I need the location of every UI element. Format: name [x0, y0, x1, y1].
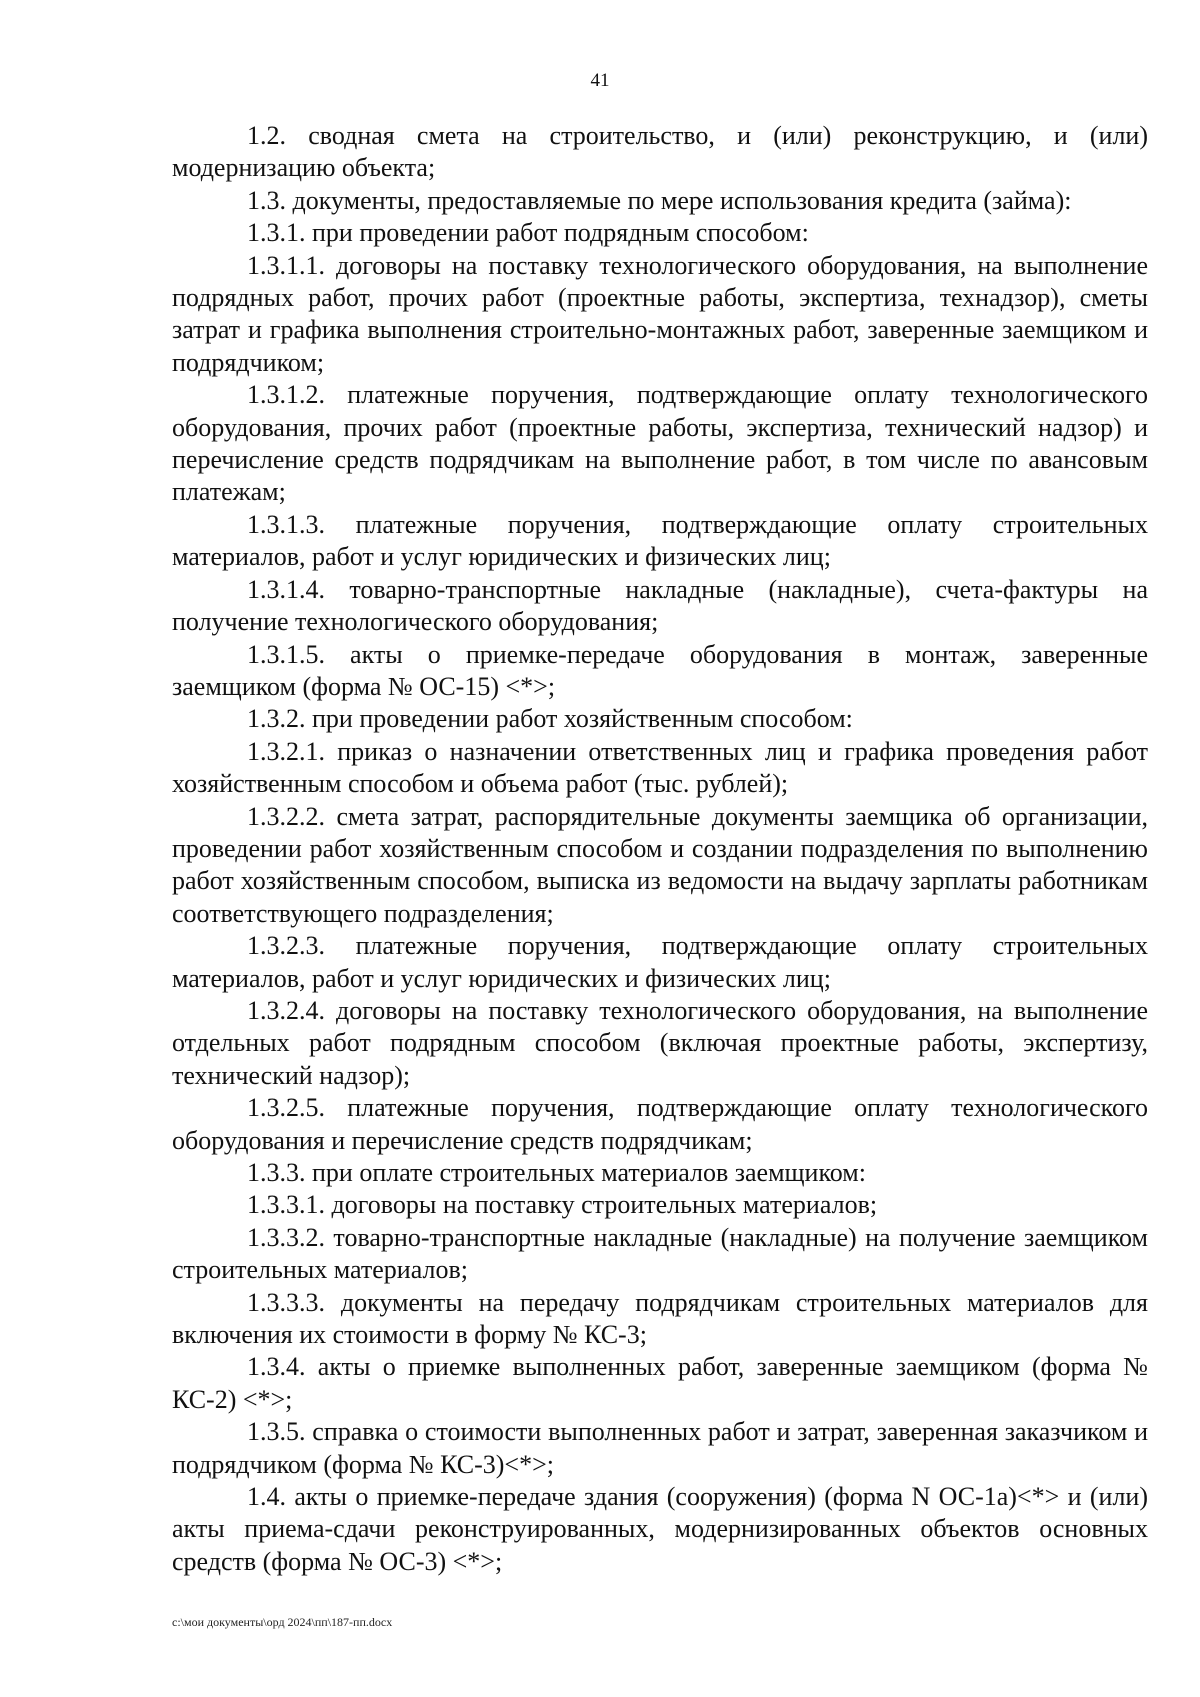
paragraph-1-3-1-3: 1.3.1.3. платежные поручения, подтверждающие оплату строительных материалов, работ и услуг юридических и физических лиц; [172, 509, 1148, 572]
paragraph-1-2: 1.2. сводная смета на строительство, и (или) реконструкцию, и (или) модернизацию объекта; [172, 121, 1148, 183]
paragraph-1-3-2-5: 1.3.2.5. платежные поручения, подтверждающие оплату технологического оборудования и перечисление средств подрядчикам; [172, 1093, 1148, 1155]
paragraph-1-3-3-2: 1.3.3.2. товарно-транспортные накладные (накладные) на получение заемщиком строительных материалов; [172, 1222, 1148, 1285]
paragraph-1-3-2-2: 1.3.2.2. смета затрат, распорядительные документы заемщика об организации, проведении работ хозяйственным способом и создании подразделения по выполнению работ хозяйственным способом, выписка из ведомости на выдачу зарплаты работникам соответствующего подразделения; [172, 801, 1148, 928]
paragraph-1-3-1-1: 1.3.1.1. договоры на поставку технологического оборудования, на выполнение подрядных работ, прочих работ (проектные работы, экспертиза, технадзор), сметы затрат и графика выполнения строительно-монтажных работ, заверенные заемщиком и подрядчиком; [172, 250, 1148, 377]
paragraph-1-3-4: 1.3.4. акты о приемке выполненных работ, заверенные заемщиком (форма № КС-2) <*>; [172, 1352, 1148, 1414]
footer-file-path: c:\мои документы\орд 2024\пп\187-пп.docx [172, 1615, 393, 1629]
paragraph-1-3-2-4: 1.3.2.4. договоры на поставку технологического оборудования, на выполнение отдельных работ подрядным способом (включая проектные работы, экспертизу, технический надзор); [172, 995, 1148, 1090]
paragraph-1-3-3-1: 1.3.3.1. договоры на поставку строительных материалов; [247, 1190, 878, 1220]
paragraph-1-3-5: 1.3.5. справка о стоимости выполненных работ и затрат, заверенная заказчиком и подрядчиком (форма № КС-3)<*>; [172, 1417, 1148, 1479]
paragraph-1-3-1-4: 1.3.1.4. товарно-транспортные накладные (накладные), счета-фактуры на получение технологического оборудования; [172, 574, 1148, 637]
paragraph-1-3-1-2: 1.3.1.2. платежные поручения, подтверждающие оплату технологического оборудования, прочих работ (проектные работы, экспертиза, технический надзор) и перечисление средств подрядчикам на выполнение работ, в том числе по авансовым платежам; [172, 380, 1148, 507]
paragraph-1-3: 1.3. документы, предоставляемые по мере использования кредита (займа): [247, 185, 1072, 215]
paragraph-1-3-1-5: 1.3.1.5. акты о приемке-передаче оборудования в монтаж, заверенные заемщиком (форма № ОС-15) <*>; [172, 639, 1148, 701]
paragraph-1-4: 1.4. акты о приемке-передаче здания (сооружения) (форма N ОС-1а)<*> и (или) акты приема-сдачи реконструированных, модернизированных объектов основных средств (форма № ОС-3) <*>; [172, 1482, 1148, 1576]
paragraph-1-3-3: 1.3.3. при оплате строительных материалов заемщиком: [247, 1158, 866, 1187]
page-number: 41 [590, 70, 610, 91]
paragraph-1-3-2-3: 1.3.2.3. платежные поручения, подтверждающие оплату строительных материалов, работ и услуг юридических и физических лиц; [172, 931, 1148, 993]
paragraph-1-3-2-1: 1.3.2.1. приказ о назначении ответственных лиц и графика проведения работ хозяйственным способом и объема работ (тыс. рублей); [172, 736, 1148, 799]
paragraph-1-3-3-3: 1.3.3.3. документы на передачу подрядчикам строительных материалов для включения их стоимости в форму № КС-3; [172, 1287, 1148, 1350]
document-body [172, 120, 1148, 1578]
paragraph-1-3-1: 1.3.1. при проведении работ подрядным способом: [247, 218, 809, 248]
paragraph-1-3-2: 1.3.2. при проведении работ хозяйственным способом: [247, 704, 853, 734]
